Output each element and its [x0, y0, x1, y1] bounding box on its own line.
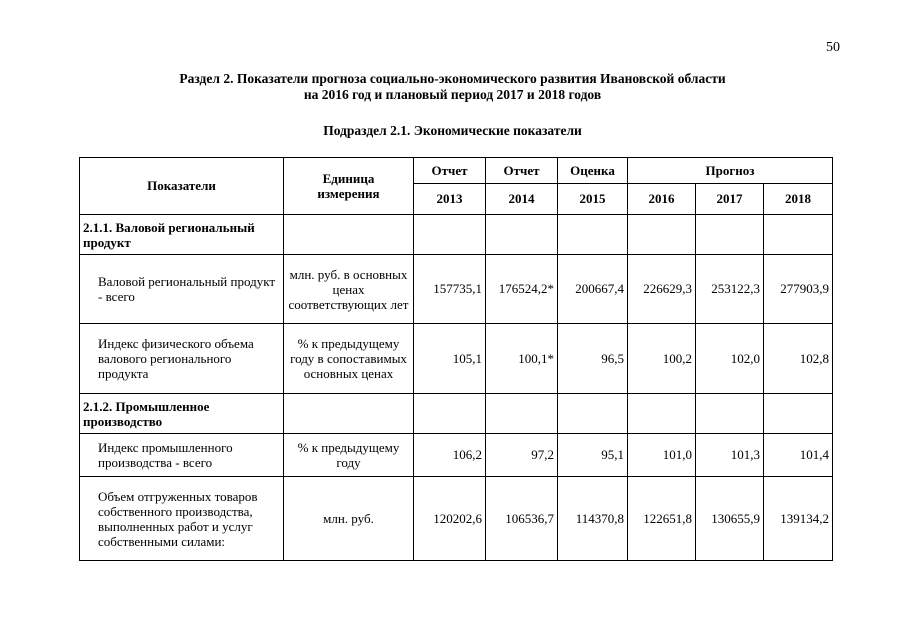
- document-title: [0, 71, 905, 103]
- header-unit-text: Единица измерения: [317, 171, 380, 201]
- value-cell: 226629,3: [628, 255, 696, 324]
- value-cell: 106,2: [414, 434, 486, 477]
- section-row: [80, 394, 833, 434]
- value-cell: 97,2: [486, 434, 558, 477]
- unit-cell: млн. руб. в основных ценах соответствующих лет: [284, 255, 414, 324]
- header-year: 2017: [696, 184, 764, 215]
- header-indicators: Показатели: [80, 158, 284, 215]
- header-report-2014: Отчет: [486, 158, 558, 184]
- value-cell: 102,0: [696, 324, 764, 394]
- value-cell: 96,5: [558, 324, 628, 394]
- unit-cell: % к предыдущему году: [284, 434, 414, 477]
- value-cell: 120202,6: [414, 477, 486, 561]
- value-cell: 95,1: [558, 434, 628, 477]
- value-cell: 114370,8: [558, 477, 628, 561]
- value-cell: 200667,4: [558, 255, 628, 324]
- value-cell: 122651,8: [628, 477, 696, 561]
- section-label: 2.1.2. Промышленное производство: [80, 394, 284, 434]
- header-year: 2013: [414, 184, 486, 215]
- table-row: [80, 434, 833, 477]
- header-report-2013: Отчет: [414, 158, 486, 184]
- value-cell: 101,0: [628, 434, 696, 477]
- indicator-label: Валовой региональный продукт - всего: [80, 255, 284, 324]
- header-estimate: Оценка: [558, 158, 628, 184]
- value-cell: 157735,1: [414, 255, 486, 324]
- value-cell: 100,2: [628, 324, 696, 394]
- value-cell: 100,1*: [486, 324, 558, 394]
- header-year: 2014: [486, 184, 558, 215]
- value-cell: 102,8: [764, 324, 833, 394]
- value-cell: 105,1: [414, 324, 486, 394]
- subsection-title: Подраздел 2.1. Экономические показатели: [323, 123, 582, 138]
- indicator-label: Объем отгруженных товаров собственного производства, выполненных работ и услуг собственными силами:: [80, 477, 284, 561]
- economic-indicators-table: [79, 157, 833, 561]
- table-row: [80, 255, 833, 324]
- value-cell: 277903,9: [764, 255, 833, 324]
- table-row: [80, 477, 833, 561]
- unit-cell: % к предыдущему году в сопоставимых основных ценах: [284, 324, 414, 394]
- value-cell: 101,4: [764, 434, 833, 477]
- header-year: 2018: [764, 184, 833, 215]
- value-cell: 253122,3: [696, 255, 764, 324]
- header-forecast: Прогноз: [628, 158, 833, 184]
- title-line-1: Раздел 2. Показатели прогноза социально-экономического развития Ивановской области: [179, 71, 726, 86]
- value-cell: 176524,2*: [486, 255, 558, 324]
- section-label: 2.1.1. Валовой региональный продукт: [80, 215, 284, 255]
- header-year: 2016: [628, 184, 696, 215]
- value-cell: 106536,7: [486, 477, 558, 561]
- indicator-label: Индекс физического объема валового регионального продукта: [80, 324, 284, 394]
- indicator-label: Индекс промышленного производства - всего: [80, 434, 284, 477]
- section-row: [80, 215, 833, 255]
- value-cell: 130655,9: [696, 477, 764, 561]
- value-cell: 139134,2: [764, 477, 833, 561]
- value-cell: 101,3: [696, 434, 764, 477]
- header-row-1: [80, 158, 833, 184]
- header-unit: [284, 158, 414, 215]
- unit-cell: млн. руб.: [284, 477, 414, 561]
- title-line-2: на 2016 год и плановый период 2017 и 2018 годов: [303, 87, 602, 102]
- table-row: [80, 324, 833, 394]
- header-year: 2015: [558, 184, 628, 215]
- page-number: 50: [826, 40, 840, 55]
